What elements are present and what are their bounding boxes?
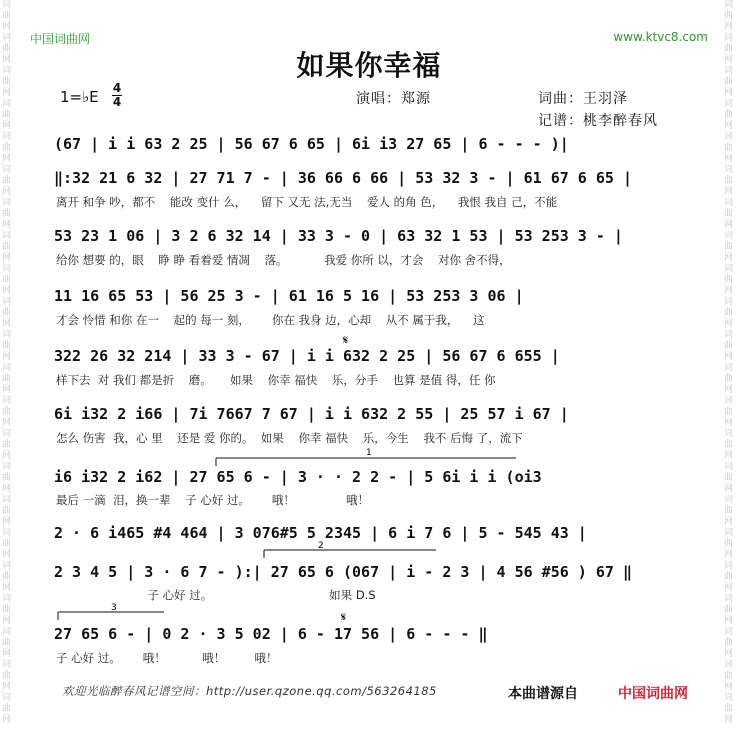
source-site[interactable]: 中国词曲网 bbox=[618, 686, 688, 702]
score-lyrics-line: 离开 和争 吵，都不 能改 变什 么， 留下 又无 法,无当 爱人 的角 色， 我恨 我自 己，不能 bbox=[56, 195, 558, 209]
source-label: 本曲谱源自 bbox=[508, 686, 578, 702]
score-lyrics-line: 怎么 伤害 我，心 里 还是 爱 你的。 如果 你幸 福快 乐，今生 我不 后悔 了，流下 bbox=[56, 431, 523, 445]
volta-number: 2 bbox=[318, 541, 324, 551]
time-signature bbox=[110, 82, 124, 109]
volta-bracket-2 bbox=[264, 541, 436, 558]
meter-bottom: 4 bbox=[112, 95, 122, 109]
score-lyrics-line: 子 心好 过。 哦！ 哦！ 哦！ bbox=[56, 651, 278, 665]
score-notes-line: 6i i32 2 i66 | 7i 7667 7 67 | i i 632 2 55 | 25 57 i 67 | bbox=[54, 405, 569, 423]
score-notes-line: (67 | i i 63 2 25 | 56 67 6 65 | 6i i3 27 65 | 6 - - - )| bbox=[54, 135, 569, 153]
volta-number: 1 bbox=[366, 448, 372, 458]
segno-mark: 𝄋 bbox=[343, 333, 349, 347]
score-notes-line: 2 3 4 5 | 3 · 6 7 - ):| 27 65 6 (067 | i - 2 3 | 4 56 #56 ) 67 ‖ bbox=[54, 563, 632, 581]
singer-credit: 演唱：郑源 bbox=[356, 91, 431, 107]
transcriber-credit: 记谱：桃李醉春风 bbox=[538, 113, 658, 129]
score-lyrics-line: 给你 想要 的，眼 睁 睁 看着爱 情凋 落。 我爱 你所 以，才会 对你 舍不得， bbox=[56, 253, 511, 267]
score-lyrics-line: 样下去 对 我们 都是折 磨。 如果 你幸 福快 乐，分手 也算 是值 得，任 你 bbox=[56, 373, 496, 387]
segno-mark: 𝄋 bbox=[341, 610, 347, 624]
side-watermark-left: 词曲网词曲网词曲网词曲网词曲网词曲网词曲网词曲网词曲网词曲网词曲网词曲网词曲网词曲网词曲网词曲网词曲网词曲网词曲网词曲网词曲网词曲网 bbox=[2, 0, 12, 725]
score-notes-line: 53 23 1 06 | 3 2 6 32 14 | 33 3 - 0 | 63 32 1 53 | 53 253 3 - | bbox=[54, 227, 623, 245]
song-title: 如果你幸福 bbox=[296, 49, 442, 82]
meter-top: 4 bbox=[112, 81, 122, 95]
lyricist-credit: 词曲：王羽泽 bbox=[538, 91, 628, 107]
key-signature: 1=♭E bbox=[60, 88, 99, 106]
score-lyrics-line: 子 心好 过。 如果 D.S bbox=[56, 588, 376, 602]
volta-bracket-1 bbox=[216, 448, 516, 466]
score-lyrics-line: 才会 怜惜 和你 在一 起的 每一 刻， 你在 我身 边，心却 从不 属于我， 这 bbox=[56, 313, 485, 327]
score-notes-line: i6 i32 2 i62 | 27 65 6 - | 3 · · 2 2 - | 5 6i i i (oi3 bbox=[54, 468, 542, 486]
volta-number: 3 bbox=[111, 603, 117, 613]
score-notes-line: 27 65 6 - | 0 2 · 3 5 02 | 6 - 17 56 | 6 - - - ‖ bbox=[54, 625, 488, 643]
score-notes-line: 2 · 6 i465 #4 464 | 3 076#5 5 2345 | 6 i 7 6 | 5 - 545 43 | bbox=[54, 524, 587, 542]
score-notes-line: 322 26 32 214 | 33 3 - 67 | i i 632 2 25 | 56 67 6 655 | bbox=[54, 347, 560, 365]
volta-bracket-3 bbox=[58, 603, 164, 620]
score-lyrics-line: 最后 一滴 泪，换一辈 子 心好 过。 哦！ 哦！ bbox=[56, 493, 370, 507]
site-url-top-right[interactable]: www.ktvc8.com bbox=[613, 30, 708, 44]
site-name-top-left[interactable]: 中国词曲网 bbox=[30, 32, 91, 46]
score-notes-line: 11 16 65 53 | 56 25 3 - | 61 16 5 16 | 53 253 3 06 | bbox=[54, 287, 524, 305]
side-watermark-right: 词曲网词曲网词曲网词曲网词曲网词曲网词曲网词曲网词曲网词曲网词曲网词曲网词曲网词曲网词曲网词曲网词曲网词曲网词曲网词曲网词曲网词曲网 bbox=[724, 0, 734, 725]
welcome-url[interactable]: 欢迎光临醉春风记谱空间：http://user.qzone.qq.com/563264185 bbox=[62, 684, 437, 698]
score-notes-line: ‖:32 21 6 32 | 27 71 7 - | 36 66 6 66 | 53 32 3 - | 61 67 6 65 | bbox=[54, 169, 632, 187]
